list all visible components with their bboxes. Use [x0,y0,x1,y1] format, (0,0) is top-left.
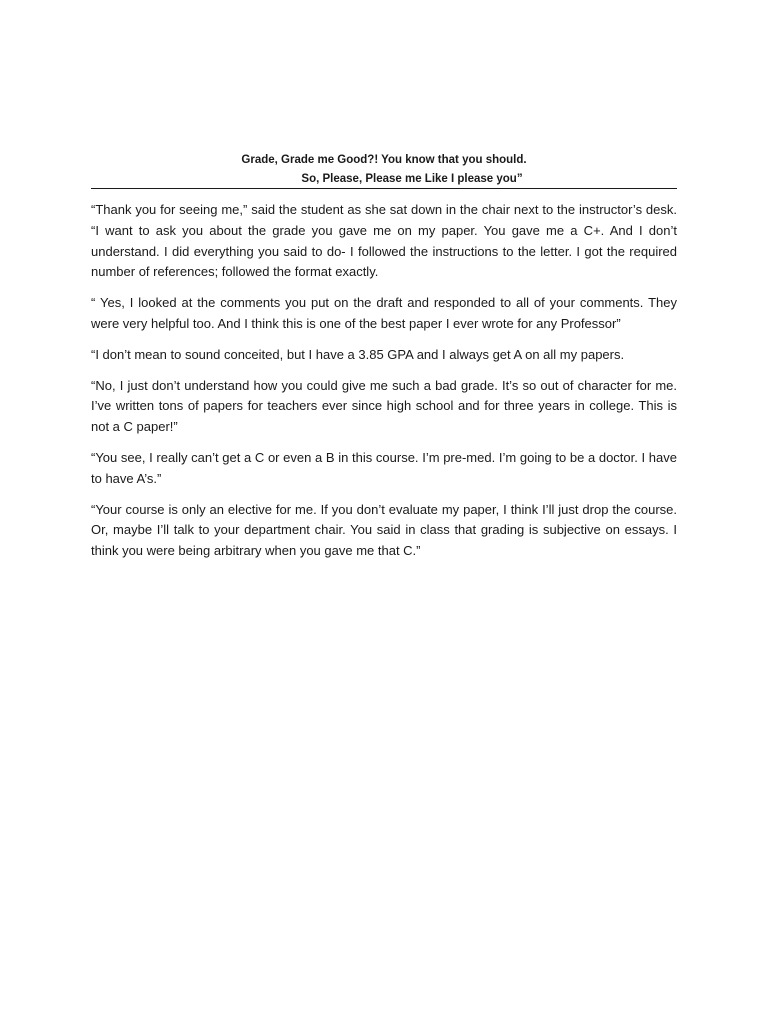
paragraph-1: “Thank you for seeing me,” said the student as she sat down in the chair next to the instructor’s desk. “I want to ask you about the grade you gave me on my paper. You gave me a C+. And I don’t understand. I did everything you said to do- I followed the instructions to the letter. I got the required number of references; followed the format exactly. [91,202,677,280]
title-divider [91,188,677,189]
paragraph-6: “Your course is only an elective for me. If you don’t evaluate my paper, I think I’ll just drop the course. Or, maybe I’ll talk to your department chair. You said in class that grading is subjective on essays. I think you were being arbitrary when you gave me that C.” [91,501,677,559]
paragraph-4: “No, I just don’t understand how you could give me such a bad grade. It’s so out of character for me. I’ve written tons of papers for teachers ever since high school and for three years in college. This is not a C paper!” [91,377,677,435]
title-line-1: Grade, Grade me Good?! You know that you should. [241,154,527,166]
paragraph-3: “I don’t mean to sound conceited, but I have a 3.85 GPA and I always get A on all my papers. [91,346,625,362]
paragraph-2: “ Yes, I looked at the comments you put on the draft and responded to all of your comments. They were very helpful too. And I think this is one of the best paper I ever wrote for any Professor” [91,295,677,331]
paragraph-5: “You see, I really can’t get a C or even a B in this course. I’m pre-med. I’m going to be a doctor. I have to have A’s.” [91,449,677,486]
document-title [91,151,677,189]
title-line-2: So, Please, Please me Like I please you” [301,173,523,185]
document-body [91,200,677,572]
